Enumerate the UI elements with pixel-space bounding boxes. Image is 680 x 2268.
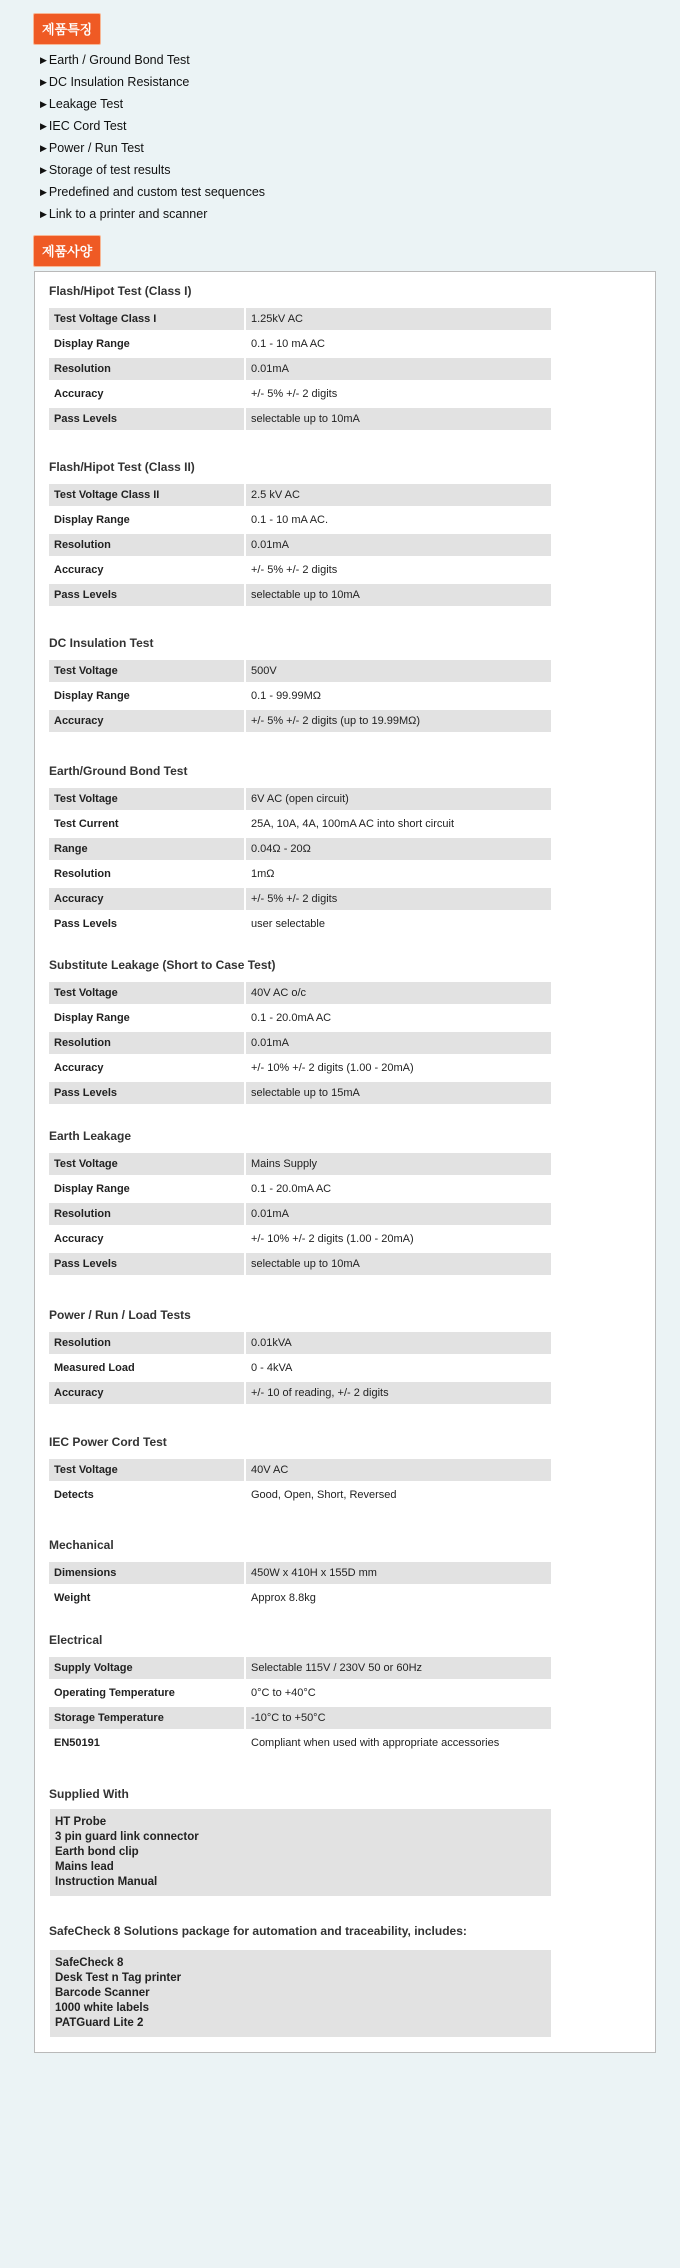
specification-panel	[34, 271, 656, 2053]
spec-row	[49, 1707, 551, 1729]
feature-item: ▶ IEC Cord Test	[40, 116, 265, 138]
spec-table	[49, 1654, 551, 1757]
spec-row	[49, 982, 551, 1004]
spec-row	[49, 333, 551, 355]
spec-label: Display Range	[49, 1007, 246, 1029]
spec-value: +/- 10 of reading, +/- 2 digits	[246, 1382, 551, 1404]
spec-row	[49, 913, 551, 935]
spec-value: selectable up to 10mA	[246, 584, 551, 606]
spec-row	[49, 1203, 551, 1225]
spec-label: Pass Levels	[49, 584, 246, 606]
spec-value: +/- 5% +/- 2 digits	[251, 564, 338, 576]
spec-label: EN50191	[49, 1732, 246, 1754]
spec-value: Mains Supply	[246, 1153, 551, 1175]
section-title: Earth Leakage	[49, 1129, 132, 1143]
spec-value: 0.1 - 20.0mA AC	[251, 1183, 332, 1195]
spec-table	[49, 481, 551, 609]
spec-label: Resolution	[49, 1332, 246, 1354]
supplied-item: 3 pin guard link connector	[55, 1831, 199, 1843]
spec-label: Display Range	[49, 1178, 246, 1200]
spec-row	[49, 559, 551, 581]
spec-label: Pass Levels	[49, 1253, 246, 1275]
section-title: Flash/Hipot Test (Class II)	[49, 460, 195, 474]
supplied-item: HT Probe	[55, 1816, 107, 1828]
spec-row	[49, 838, 551, 860]
feature-item: ▶ Earth / Ground Bond Test	[40, 50, 265, 72]
spec-row	[49, 358, 551, 380]
feature-list	[40, 50, 265, 226]
spec-row	[49, 888, 551, 910]
spec-value: 2.5 kV AC	[246, 484, 551, 506]
supplied-item: Instruction Manual	[55, 1876, 158, 1888]
spec-value: selectable up to 10mA	[246, 1253, 551, 1275]
spec-row	[49, 1357, 551, 1379]
spec-table	[49, 305, 551, 433]
spec-row	[49, 685, 551, 707]
spec-table	[49, 785, 551, 938]
spec-label: Test Voltage	[49, 788, 246, 810]
spec-label: Supply Voltage	[49, 1657, 246, 1679]
spec-value: 0.04Ω - 20Ω	[246, 838, 551, 860]
spec-label: Resolution	[49, 358, 246, 380]
spec-label: Pass Levels	[49, 913, 246, 935]
spec-label: Test Voltage	[49, 1459, 246, 1481]
section-title: Earth/Ground Bond Test	[49, 764, 188, 778]
spec-value: 0.01mA	[246, 358, 551, 380]
spec-row	[49, 484, 551, 506]
spec-value: Approx 8.8kg	[251, 1592, 316, 1604]
supplied-title: Supplied With	[49, 1787, 129, 1801]
spec-label: Resolution	[49, 1203, 246, 1225]
spec-label: Test Voltage	[49, 982, 246, 1004]
spec-value: 0.01mA	[246, 1032, 551, 1054]
spec-label: Test Voltage Class II	[49, 484, 246, 506]
spec-value: +/- 5% +/- 2 digits	[251, 388, 338, 400]
package-item: Desk Test n Tag printer	[55, 1972, 182, 1984]
spec-value: 1mΩ	[251, 868, 275, 880]
spec-label: Test Voltage	[49, 660, 246, 682]
section-title: Mechanical	[49, 1538, 114, 1552]
spec-label: Range	[49, 838, 246, 860]
spec-label: Operating Temperature	[49, 1682, 246, 1704]
feature-item: ▶ Link to a printer and scanner	[40, 204, 265, 226]
spec-row	[49, 1253, 551, 1275]
spec-row	[49, 534, 551, 556]
spec-label: Test Voltage Class I	[49, 308, 246, 330]
spec-value: 40V AC	[246, 1459, 551, 1481]
spec-row	[49, 383, 551, 405]
spec-row	[49, 788, 551, 810]
spec-table	[49, 1150, 551, 1278]
package-title: SafeCheck 8 Solutions package for automation and traceability, includes:	[49, 1924, 467, 1938]
spec-row	[49, 1382, 551, 1404]
spec-label: Accuracy	[49, 383, 246, 405]
spec-label: Accuracy	[49, 1057, 246, 1079]
spec-row	[49, 509, 551, 531]
package-item: PATGuard Lite 2	[55, 2017, 144, 2029]
package-item: Barcode Scanner	[55, 1987, 150, 1999]
spec-label: Pass Levels	[49, 408, 246, 430]
spec-row	[49, 1459, 551, 1481]
specs-badge: 제품사양	[34, 236, 100, 266]
spec-label: Resolution	[49, 1032, 246, 1054]
section-title: Electrical	[49, 1633, 103, 1647]
spec-value: 0 - 4kVA	[251, 1362, 293, 1374]
section-title: DC Insulation Test	[49, 636, 154, 650]
spec-row	[49, 1057, 551, 1079]
spec-label: Dimensions	[49, 1562, 246, 1584]
spec-value: +/- 10% +/- 2 digits (1.00 - 20mA)	[251, 1062, 414, 1074]
spec-value: 500V	[246, 660, 551, 682]
spec-row	[49, 1178, 551, 1200]
spec-label: Pass Levels	[49, 1082, 246, 1104]
spec-row	[49, 1682, 551, 1704]
spec-row	[49, 1007, 551, 1029]
feature-item: ▶ DC Insulation Resistance	[40, 72, 265, 94]
spec-row	[49, 1484, 551, 1506]
spec-row	[49, 1332, 551, 1354]
spec-label: Display Range	[49, 509, 246, 531]
supplied-item: Earth bond clip	[55, 1846, 139, 1858]
feature-item: ▶ Power / Run Test	[40, 138, 265, 160]
spec-row	[49, 660, 551, 682]
spec-value: 25A, 10A, 4A, 100mA AC into short circuit	[251, 818, 454, 830]
spec-value: 0.01kVA	[246, 1332, 551, 1354]
spec-value: 0.1 - 20.0mA AC	[251, 1012, 332, 1024]
spec-value: selectable up to 15mA	[246, 1082, 551, 1104]
spec-table	[49, 1329, 551, 1407]
spec-row	[49, 1732, 551, 1754]
spec-value: -10°C to +50°C	[246, 1707, 551, 1729]
spec-row	[49, 1657, 551, 1679]
spec-label: Accuracy	[49, 559, 246, 581]
spec-row	[49, 1562, 551, 1584]
package-item: SafeCheck 8	[55, 1957, 124, 1969]
section-title: Substitute Leakage (Short to Case Test)	[49, 958, 276, 972]
package-list	[50, 1950, 551, 2037]
spec-row	[49, 813, 551, 835]
spec-label: Display Range	[49, 333, 246, 355]
spec-table	[49, 657, 551, 735]
spec-table	[49, 1559, 551, 1612]
spec-label: Detects	[49, 1484, 246, 1506]
spec-label: Accuracy	[49, 1382, 246, 1404]
spec-label: Display Range	[49, 685, 246, 707]
feature-item: ▶ Storage of test results	[40, 160, 265, 182]
spec-row	[49, 863, 551, 885]
spec-value: 0.1 - 10 mA AC.	[251, 514, 329, 526]
spec-row	[49, 1587, 551, 1609]
spec-row	[49, 1082, 551, 1104]
spec-value: user selectable	[251, 918, 325, 930]
spec-value: Selectable 115V / 230V 50 or 60Hz	[246, 1657, 551, 1679]
spec-row	[49, 1032, 551, 1054]
spec-row	[49, 584, 551, 606]
section-title: IEC Power Cord Test	[49, 1435, 167, 1449]
spec-value: 0.01mA	[246, 534, 551, 556]
spec-label: Resolution	[49, 863, 246, 885]
section-title: Power / Run / Load Tests	[49, 1308, 191, 1322]
spec-value: +/- 10% +/- 2 digits (1.00 - 20mA)	[251, 1233, 414, 1245]
spec-label: Accuracy	[49, 1228, 246, 1250]
spec-value: 0.01mA	[246, 1203, 551, 1225]
feature-item: ▶ Leakage Test	[40, 94, 265, 116]
spec-row	[49, 408, 551, 430]
spec-value: +/- 5% +/- 2 digits (up to 19.99MΩ)	[246, 710, 551, 732]
spec-value: 450W x 410H x 155D mm	[246, 1562, 551, 1584]
supplied-item: Mains lead	[55, 1861, 114, 1873]
spec-label: Storage Temperature	[49, 1707, 246, 1729]
spec-value: 1.25kV AC	[246, 308, 551, 330]
package-item: 1000 white labels	[55, 2002, 149, 2014]
spec-table	[49, 979, 551, 1107]
spec-row	[49, 308, 551, 330]
spec-row	[49, 1228, 551, 1250]
spec-value: 40V AC o/c	[246, 982, 551, 1004]
spec-table	[49, 1456, 551, 1509]
spec-label: Test Voltage	[49, 1153, 246, 1175]
section-title: Flash/Hipot Test (Class I)	[49, 284, 192, 298]
spec-value: Compliant when used with appropriate accessories	[251, 1737, 500, 1749]
spec-value: Good, Open, Short, Reversed	[251, 1489, 397, 1501]
feature-item: ▶ Predefined and custom test sequences	[40, 182, 265, 204]
spec-label: Weight	[49, 1587, 246, 1609]
spec-value: selectable up to 10mA	[246, 408, 551, 430]
spec-label: Accuracy	[49, 888, 246, 910]
supplied-list	[50, 1809, 551, 1896]
features-badge: 제품특징	[34, 14, 100, 44]
spec-row	[49, 1153, 551, 1175]
spec-value: 0°C to +40°C	[251, 1687, 316, 1699]
spec-label: Measured Load	[49, 1357, 246, 1379]
spec-label: Test Current	[49, 813, 246, 835]
spec-label: Accuracy	[49, 710, 246, 732]
spec-row	[49, 710, 551, 732]
spec-label: Resolution	[49, 534, 246, 556]
spec-value: +/- 5% +/- 2 digits	[246, 888, 551, 910]
spec-value: 0.1 - 10 mA AC	[251, 338, 325, 350]
spec-value: 6V AC (open circuit)	[246, 788, 551, 810]
spec-value: 0.1 - 99.99MΩ	[251, 690, 321, 702]
